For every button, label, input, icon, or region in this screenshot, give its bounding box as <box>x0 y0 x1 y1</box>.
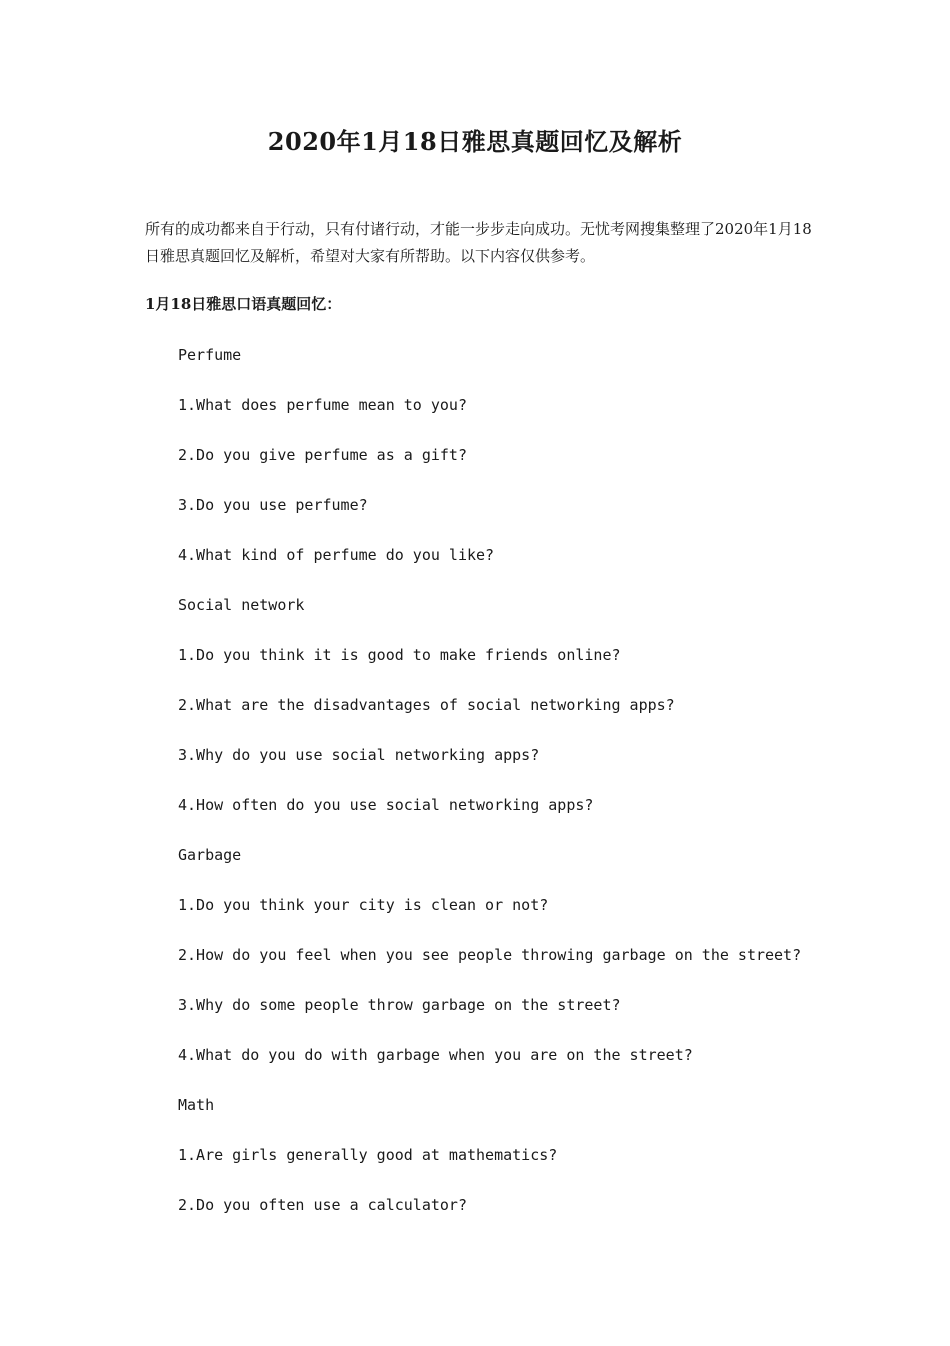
question-line: 3.Why do some people throw garbage on the street? <box>178 996 621 1014</box>
question-line: 2.Do you give perfume as a gift? <box>178 446 467 464</box>
topic-heading: Perfume <box>178 346 242 364</box>
question-line: 3.Why do you use social networking apps? <box>178 746 540 764</box>
question-line: 3.Do you use perfume? <box>178 496 368 514</box>
section-heading: 1月18日雅思口语真题回忆： <box>145 295 342 313</box>
question-line: 4.What do you do with garbage when you are on the street? <box>178 1046 693 1064</box>
topic-heading: Social network <box>178 596 305 614</box>
question-line: 1.Are girls generally good at mathematics? <box>178 1146 558 1164</box>
question-line: 4.How often do you use social networking apps? <box>178 796 594 814</box>
intro-paragraph: 所有的成功都来自于行动，只有付诸行动，才能一步步走向成功。无忧考网搜集整理了2020年1月18日雅思真题回忆及解析，希望对大家有所帮助。以下内容仅供参考。 <box>145 220 812 265</box>
topic-heading: Math <box>178 1096 215 1114</box>
question-line: 4.What kind of perfume do you like? <box>178 546 495 564</box>
question-line: 2.How do you feel when you see people throwing garbage on the street? <box>178 946 802 964</box>
topic-heading: Garbage <box>178 846 242 864</box>
question-line: 1.What does perfume mean to you? <box>178 396 467 414</box>
question-line: 1.Do you think it is good to make friends online? <box>178 646 621 664</box>
document-title: 2020年1月18日雅思真题回忆及解析 <box>267 127 683 156</box>
question-line: 2.What are the disadvantages of social networking apps? <box>178 696 675 714</box>
question-line: 2.Do you often use a calculator? <box>178 1196 467 1214</box>
question-line: 1.Do you think your city is clean or not? <box>178 896 549 914</box>
question-list <box>178 343 858 1243</box>
